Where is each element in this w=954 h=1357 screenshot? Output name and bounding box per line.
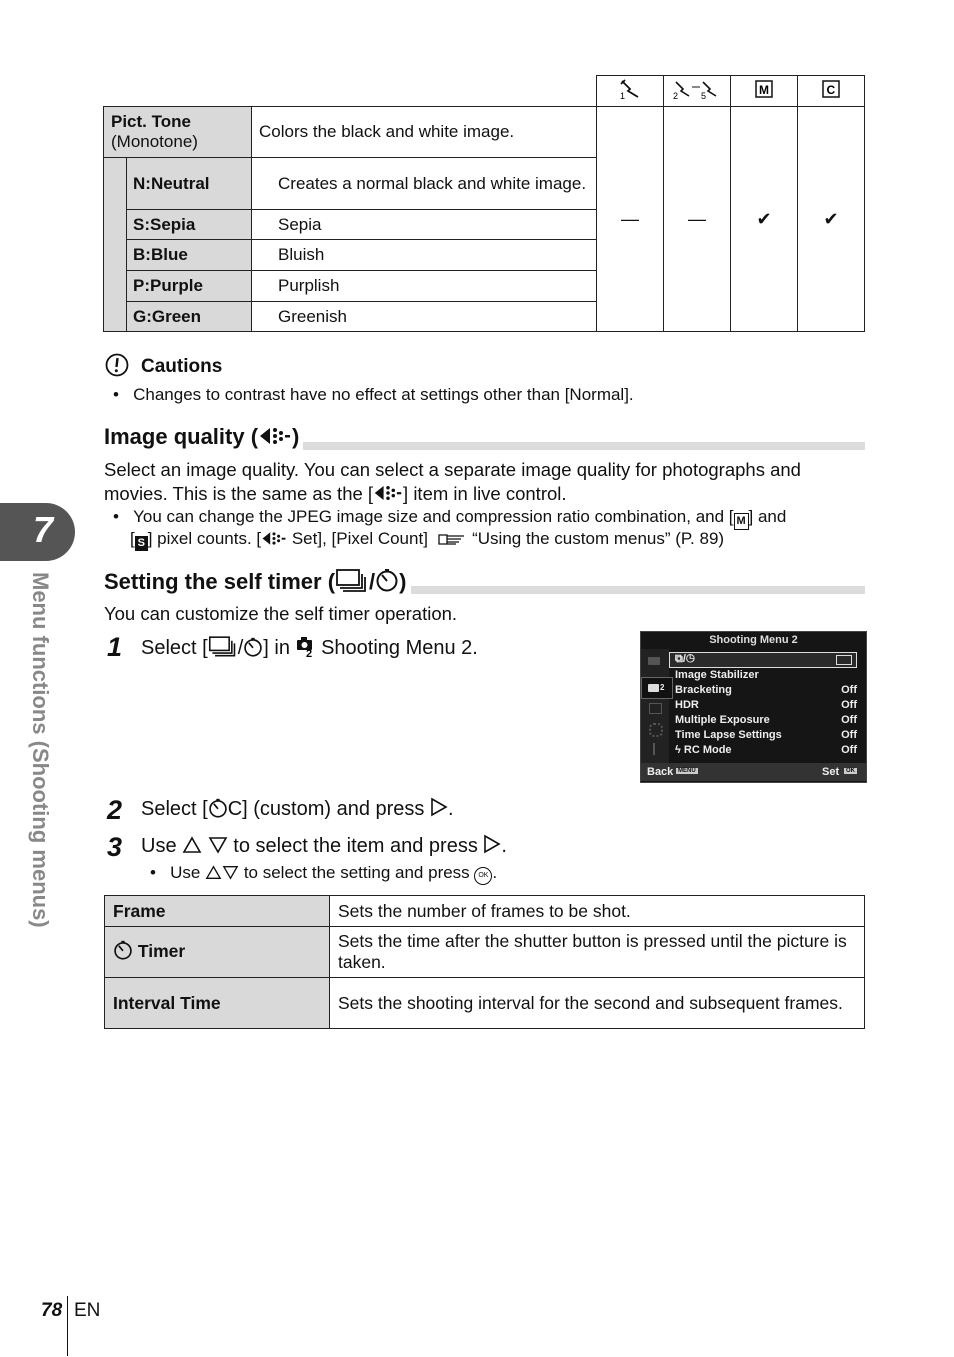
svg-text:C: C bbox=[826, 82, 836, 97]
language-label: EN bbox=[74, 1300, 101, 1321]
cautions-bullet: • Changes to contrast have no effect at settings other than [Normal]. bbox=[113, 385, 634, 404]
shooting-menu-1-icon bbox=[648, 657, 660, 665]
tone-row-desc: Sepia bbox=[252, 210, 597, 240]
camera-menu-item[interactable]: Time Lapse Settings Off bbox=[675, 729, 857, 741]
custom-timer-icon bbox=[836, 655, 852, 665]
mode-m-icon bbox=[731, 76, 798, 107]
mark-mode-c: ✔ bbox=[798, 107, 865, 332]
svg-text:2: 2 bbox=[673, 90, 679, 100]
cautions-bullet-text: Changes to contrast have no effect at settings other than [Normal]. bbox=[133, 385, 634, 404]
camera-menu-item[interactable]: Image Stabilizer bbox=[675, 669, 759, 681]
camera-menu-footer bbox=[641, 763, 866, 781]
self-timer-icon bbox=[113, 940, 133, 965]
camera-menu-tabs bbox=[641, 649, 669, 764]
scene-1-icon bbox=[597, 76, 664, 107]
step-3-text: Use to select the item and press . bbox=[141, 834, 507, 860]
scene-2-5-icon bbox=[664, 76, 731, 107]
back-label: Back bbox=[647, 766, 674, 778]
arrow-right-icon bbox=[483, 834, 501, 860]
svg-text:M: M bbox=[759, 82, 769, 97]
step-1-number: 1 bbox=[107, 632, 123, 662]
arrow-down-icon bbox=[208, 836, 228, 860]
self-timer-intro: You can customize the self timer operation. bbox=[104, 603, 458, 624]
setup-menu-icon bbox=[653, 743, 655, 755]
mode-s-icon: S bbox=[135, 536, 148, 551]
image-quality-icon bbox=[261, 530, 287, 553]
tone-row-name: P:Purple bbox=[127, 271, 252, 302]
playback-menu-icon bbox=[649, 703, 662, 714]
camera-menu-screen bbox=[640, 631, 867, 783]
self-timer-table bbox=[104, 895, 865, 1029]
step-2-number: 2 bbox=[107, 795, 123, 825]
image-quality-para-1: Select an image quality. You can select a separate image quality for photographs and bbox=[104, 459, 801, 480]
flash-icon: ϟ bbox=[675, 744, 684, 756]
set-label: Set bbox=[822, 766, 840, 778]
mark-scene-2-5: — bbox=[664, 107, 731, 332]
drive-mode-icon bbox=[208, 635, 238, 663]
arrow-right-icon bbox=[430, 797, 448, 823]
arrow-up-icon bbox=[205, 864, 222, 886]
camera-menu-item[interactable]: HDR Off bbox=[675, 699, 857, 711]
picture-tone-table bbox=[103, 75, 865, 332]
self-timer-icon bbox=[375, 568, 399, 598]
image-quality-bullet-2: [ S ] pixel counts. [ Set], [Pixel Count] “Using the custom menus” (P. 89) bbox=[130, 528, 724, 553]
arrow-up-icon bbox=[182, 836, 202, 860]
step-3-bullet: • Use to select the setting and press OK . bbox=[150, 862, 497, 886]
image-quality-heading: Image quality ( ) bbox=[104, 424, 303, 453]
chapter-tab bbox=[0, 503, 75, 561]
ok-key-icon: OK bbox=[846, 768, 855, 774]
caution-icon bbox=[105, 353, 129, 382]
pict-tone-title: Pict. Tone bbox=[111, 112, 191, 131]
indent-cell bbox=[104, 158, 127, 332]
pict-tone-subtitle: (Monotone) bbox=[111, 132, 198, 151]
menu-key-icon: MENU bbox=[678, 768, 696, 774]
self-timer-icon bbox=[208, 798, 228, 824]
mark-mode-m: ✔ bbox=[731, 107, 798, 332]
cautions-title: Cautions bbox=[141, 356, 223, 377]
svg-text:5: 5 bbox=[701, 90, 707, 100]
tone-row-name: N:Neutral bbox=[127, 158, 252, 210]
step-1-text: Select [ / ] in 2 Shooting Menu 2. bbox=[141, 635, 478, 663]
reference-hand-icon bbox=[437, 531, 467, 553]
tone-row-desc: Greenish bbox=[252, 302, 597, 332]
shooting-menu-2-icon bbox=[296, 635, 316, 663]
camera-menu-title: Shooting Menu 2 bbox=[709, 634, 798, 646]
timer-table-key: Interval Time bbox=[105, 978, 330, 1029]
pict-tone-cell bbox=[104, 107, 252, 158]
camera-menu-item[interactable]: ϟ RC Mode Off bbox=[675, 744, 857, 756]
image-quality-para-2: movies. This is the same as the [ ] item in live control. bbox=[104, 482, 567, 509]
tone-row-name: G:Green bbox=[127, 302, 252, 332]
pict-tone-desc: Colors the black and white image. bbox=[252, 107, 597, 158]
drive-mode-icon: ⧉/◷ bbox=[675, 653, 695, 665]
timer-table-key: Frame bbox=[105, 896, 330, 927]
footer-divider bbox=[67, 1296, 68, 1356]
self-timer-heading: Setting the self timer ( / ) bbox=[104, 568, 411, 598]
tone-row-desc: Bluish bbox=[252, 240, 597, 271]
tone-row-desc: Creates a normal black and white image. bbox=[252, 158, 597, 210]
step-2-text: Select [ C] (custom) and press . bbox=[141, 797, 454, 824]
timer-table-value: Sets the number of frames to be shot. bbox=[330, 896, 865, 927]
image-quality-icon bbox=[258, 425, 292, 453]
custom-menu-icon bbox=[649, 723, 663, 737]
page-number: 78 bbox=[41, 1300, 63, 1321]
chapter-side-text: Menu functions (Shooting menus) bbox=[28, 572, 53, 928]
svg-text:1: 1 bbox=[620, 90, 626, 100]
drive-mode-icon bbox=[335, 568, 369, 598]
shooting-menu-2-icon: 2 bbox=[641, 677, 673, 699]
timer-table-value: Sets the time after the shutter button is pressed until the picture is taken. bbox=[330, 927, 865, 978]
self-timer-icon bbox=[243, 637, 263, 663]
tone-row-name: B:Blue bbox=[127, 240, 252, 271]
step-3-number: 3 bbox=[107, 832, 123, 862]
chapter-number: 7 bbox=[33, 509, 54, 550]
camera-menu-selected-row[interactable] bbox=[669, 652, 857, 668]
camera-menu-item[interactable]: Multiple Exposure Off bbox=[675, 714, 857, 726]
camera-menu-item[interactable]: Bracketing Off bbox=[675, 684, 857, 696]
timer-table-key: Timer bbox=[105, 927, 330, 978]
tone-row-desc: Purplish bbox=[252, 271, 597, 302]
image-quality-bullet-1: • You can change the JPEG image size and compression ratio combination, and [ M ] and bbox=[113, 506, 786, 530]
chapter-side-label bbox=[28, 572, 56, 962]
mark-scene-1: — bbox=[597, 107, 664, 332]
ok-button-icon: OK bbox=[474, 867, 492, 885]
mode-c-icon bbox=[798, 76, 865, 107]
mode-m-icon: M bbox=[734, 513, 749, 530]
arrow-down-icon bbox=[222, 864, 239, 886]
svg-text:2: 2 bbox=[305, 648, 312, 657]
timer-table-value: Sets the shooting interval for the second and subsequent frames. bbox=[330, 978, 865, 1029]
tone-row-name: S:Sepia bbox=[127, 210, 252, 240]
